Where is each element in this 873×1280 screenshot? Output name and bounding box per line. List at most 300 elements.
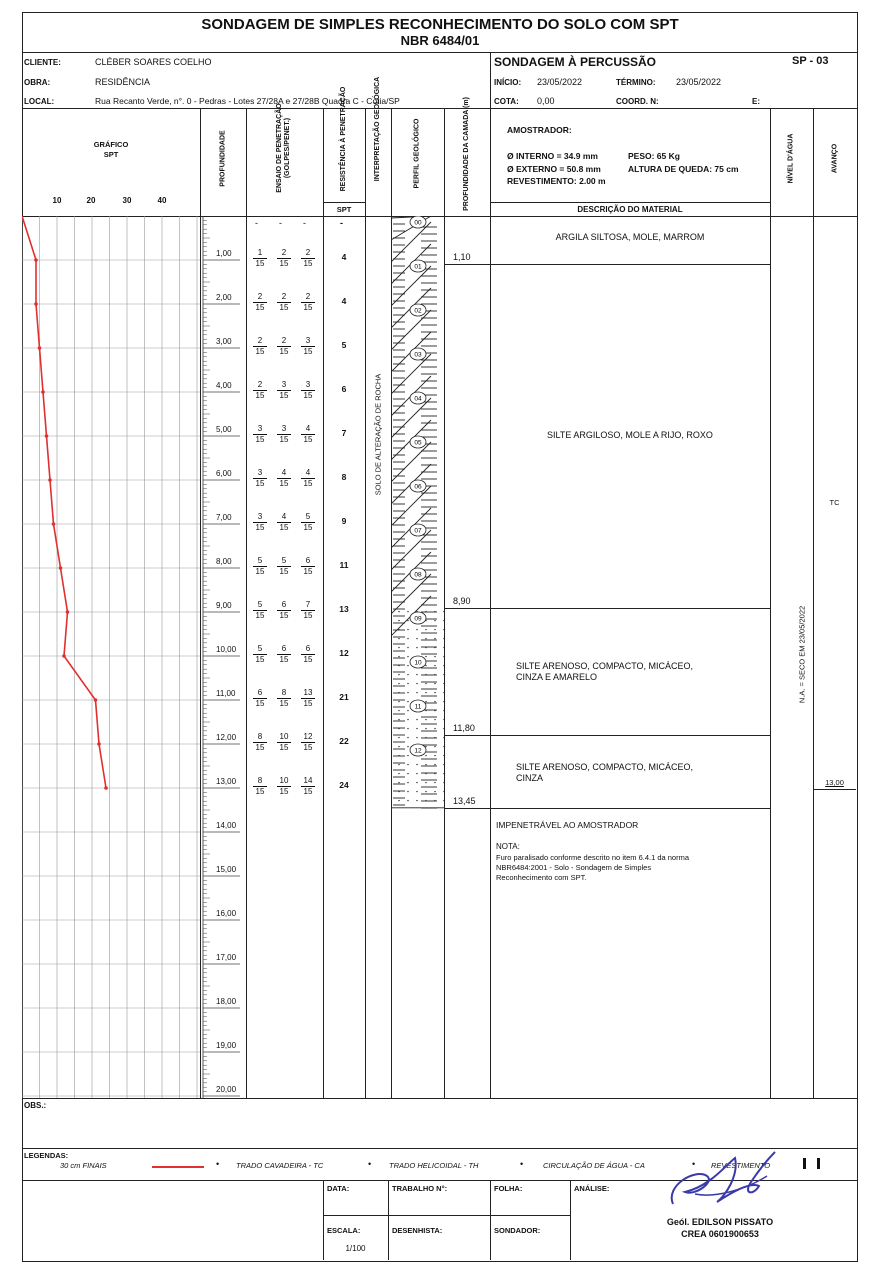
blow-golpes: 2 xyxy=(257,380,263,389)
spt-value: 22 xyxy=(339,736,349,746)
blow-golpes: 6 xyxy=(305,556,311,565)
coord-n-label: COORD. N: xyxy=(616,97,659,106)
spt-value: 21 xyxy=(339,692,349,702)
avanco-13-line xyxy=(813,789,856,790)
blow-golpes: 6 xyxy=(281,600,287,609)
layer-description-line: CINZA E AMARELO xyxy=(516,672,598,683)
depth-label: 8,00 xyxy=(216,557,232,566)
inicio-value: 23/05/2022 xyxy=(537,77,583,87)
spt-value: 4 xyxy=(341,296,347,306)
spt-value: 8 xyxy=(341,472,347,482)
interpretacao-header xyxy=(374,69,382,189)
profile-dot xyxy=(443,656,444,657)
end-note-line-3: Reconhecimento com SPT. xyxy=(496,873,587,882)
profile-hatch xyxy=(391,483,431,526)
col-line-9 xyxy=(813,108,814,1098)
cliente-label: CLIENTE: xyxy=(24,58,61,67)
spt-value: 4 xyxy=(341,252,347,262)
blow-count xyxy=(277,248,291,269)
profile-dot xyxy=(425,710,426,711)
peso-spec: PESO: 65 Kg xyxy=(628,151,680,161)
blow-golpes: 7 xyxy=(305,600,311,609)
blow-golpes: 4 xyxy=(305,468,311,477)
geological-profile xyxy=(391,216,444,812)
profile-dot xyxy=(425,665,426,666)
legend-red-line xyxy=(152,1166,204,1168)
blow-golpes: 5 xyxy=(305,512,311,521)
profile-dot xyxy=(416,764,417,765)
blow-count xyxy=(277,512,291,533)
profile-dot xyxy=(434,656,435,657)
profile-dot xyxy=(407,611,408,612)
blow-golpes: 6 xyxy=(281,644,287,653)
spt-value: 5 xyxy=(341,340,347,350)
footer-v4 xyxy=(570,1180,571,1260)
profile-dot xyxy=(443,737,444,738)
profile-dot xyxy=(434,620,435,621)
obs-top-line xyxy=(22,1098,858,1099)
depth-label: 18,00 xyxy=(216,997,237,1006)
profile-dot xyxy=(443,791,444,792)
depth-label: 3,00 xyxy=(216,337,232,346)
interno-spec: Ø INTERNO = 34.9 mm xyxy=(507,151,598,161)
blow-count xyxy=(301,512,315,533)
profile-dot xyxy=(416,692,417,693)
interpretacao-header-text: INTERPRETAÇÃO GEOLÓGICA xyxy=(374,76,381,182)
blow-count xyxy=(277,644,291,665)
profile-dot xyxy=(398,710,399,711)
profile-hatch xyxy=(391,527,431,570)
sample-label: 07 xyxy=(414,527,422,535)
report-subtitle: NBR 6484/01 xyxy=(400,33,480,48)
profile-dot xyxy=(425,692,426,693)
blow-golpes: 5 xyxy=(257,600,263,609)
profile-dot xyxy=(407,782,408,783)
legend-item-tc: TRADO CAVADEIRA - TC xyxy=(236,1161,324,1170)
profile-dot xyxy=(443,647,444,648)
blow-count xyxy=(277,556,291,577)
depth-label: 12,00 xyxy=(216,733,237,742)
grafico-spt-header: SPT xyxy=(103,150,119,159)
profile-dot xyxy=(425,683,426,684)
profile-dot xyxy=(443,728,444,729)
blow-penetracao: 15 xyxy=(277,698,291,709)
blow-golpes: 8 xyxy=(257,732,263,741)
profile-dot xyxy=(443,764,444,765)
blow-count xyxy=(253,644,267,665)
prof-camada-header-text: PROFUNDIDADE DA CAMADA (m) xyxy=(463,97,470,211)
blow-penetracao: 15 xyxy=(301,566,315,577)
blow-count xyxy=(253,512,267,533)
avanco-tc: TC xyxy=(829,498,840,507)
profile-dot xyxy=(425,773,426,774)
obra-label: OBRA: xyxy=(24,78,51,87)
sample-label: 04 xyxy=(414,395,422,403)
legend-bullet-1: • xyxy=(216,1159,220,1169)
blow-count xyxy=(301,688,315,709)
spt-point xyxy=(52,522,56,526)
termino-value: 23/05/2022 xyxy=(676,77,722,87)
profile-dot xyxy=(407,674,408,675)
avanco-depth: 13,00 xyxy=(825,778,844,787)
blow-golpes: 1 xyxy=(257,248,263,257)
escala-value: 1/100 xyxy=(345,1244,366,1253)
blow-penetracao: 15 xyxy=(277,654,291,665)
profile-dot xyxy=(425,647,426,648)
blow-count xyxy=(301,336,315,357)
blow-penetracao: 15 xyxy=(253,478,267,489)
blow-count xyxy=(253,292,267,313)
legend-bullet-4: • xyxy=(692,1159,696,1169)
header-bottom-line xyxy=(22,108,858,109)
col-line-2 xyxy=(246,108,247,1098)
profile-dot xyxy=(434,665,435,666)
blow-penetracao: 15 xyxy=(301,302,315,313)
blow-penetracao: 15 xyxy=(301,346,315,357)
end-note-line-2: NBR6484:2001 - Solo - Sondagem de Simples xyxy=(496,863,652,872)
profile-dot xyxy=(416,800,417,801)
blow-count xyxy=(301,424,315,445)
legend-item-th: TRADO HELICOIDAL - TH xyxy=(389,1161,479,1170)
blow-penetracao: 15 xyxy=(277,434,291,445)
profile-dot xyxy=(398,674,399,675)
blow-top-2: - xyxy=(279,218,282,228)
profile-dot xyxy=(416,629,417,630)
geologist-name: Geól. EDILSON PISSATO xyxy=(666,1217,774,1227)
layer-description xyxy=(490,232,770,243)
water-level-text: N.A. = SECO EM 23/05/2022 xyxy=(797,605,807,704)
profile-dot xyxy=(416,638,417,639)
blow-golpes: 5 xyxy=(281,556,287,565)
spt-point xyxy=(59,566,63,570)
profile-dot xyxy=(416,674,417,675)
depth-label: 7,00 xyxy=(216,513,232,522)
blow-golpes: 8 xyxy=(281,688,287,697)
depth-label: 11,00 xyxy=(216,689,236,698)
sample-label: 08 xyxy=(414,571,422,579)
prof-camada-header xyxy=(463,94,471,214)
blow-count xyxy=(253,380,267,401)
sample-label: 03 xyxy=(414,351,422,359)
profile-dot xyxy=(398,728,399,729)
profile-dot xyxy=(398,638,399,639)
blow-count xyxy=(301,644,315,665)
spt-sub-header: SPT xyxy=(336,205,352,214)
blow-count xyxy=(301,248,315,269)
blow-golpes: 3 xyxy=(281,424,287,433)
profile-dot xyxy=(434,710,435,711)
depth-label: 2,00 xyxy=(216,293,232,302)
profundidade-header: PROFUNDIDADE xyxy=(219,130,227,187)
spt-point xyxy=(66,610,70,614)
depth-label: 4,00 xyxy=(216,381,232,390)
blow-golpes: 5 xyxy=(257,644,263,653)
sample-label: 06 xyxy=(414,483,422,491)
profile-dot xyxy=(443,665,444,666)
amostrador-label: AMOSTRADOR: xyxy=(507,125,572,135)
blow-penetracao: 15 xyxy=(301,390,315,401)
profile-hatch xyxy=(391,307,431,350)
profile-dot xyxy=(434,800,435,801)
sample-label: 00 xyxy=(414,219,422,227)
obra-value: RESIDÊNCIA xyxy=(95,77,151,87)
profile-hatch xyxy=(391,395,431,438)
sample-label: 12 xyxy=(414,747,422,755)
blow-golpes: 2 xyxy=(281,292,287,301)
blow-penetracao: 15 xyxy=(277,258,291,269)
profile-dot xyxy=(434,683,435,684)
spt-value: 12 xyxy=(339,648,349,658)
blow-penetracao: 15 xyxy=(277,390,291,401)
profile-dot xyxy=(443,710,444,711)
profile-dot xyxy=(425,674,426,675)
avanco-header: AVANÇO xyxy=(831,143,839,174)
blow-penetracao: 15 xyxy=(301,742,315,753)
sample-label: 02 xyxy=(414,307,422,315)
spt-point xyxy=(38,346,42,350)
profile-dot xyxy=(425,656,426,657)
cota-value: 0,00 xyxy=(537,96,555,106)
obs-label: OBS.: xyxy=(24,1101,47,1110)
report-title: SONDAGEM DE SIMPLES RECONHECIMENTO DO SOLO COM SPT xyxy=(201,16,679,33)
spt-value: 7 xyxy=(341,428,347,438)
blow-penetracao: 15 xyxy=(277,786,291,797)
profile-dot xyxy=(443,674,444,675)
spt-graph xyxy=(22,216,200,1098)
profile-dot xyxy=(443,629,444,630)
blow-penetracao: 15 xyxy=(253,302,267,313)
profile-dot xyxy=(443,773,444,774)
blow-golpes: 3 xyxy=(305,380,311,389)
profile-dot xyxy=(407,638,408,639)
col-line-6 xyxy=(444,108,445,1098)
spt-point xyxy=(97,742,101,746)
profile-dot xyxy=(398,647,399,648)
blow-count xyxy=(301,556,315,577)
profile-dot xyxy=(443,683,444,684)
profile-dot xyxy=(425,737,426,738)
desc-header-line xyxy=(490,202,770,203)
depth-label: 6,00 xyxy=(216,469,232,478)
end-note-title: IMPENETRÁVEL AO AMOSTRADOR xyxy=(496,820,639,830)
footer-v3 xyxy=(490,1180,491,1260)
sondador-label: SONDADOR: xyxy=(494,1226,541,1235)
profile-dot xyxy=(434,791,435,792)
blow-golpes: 2 xyxy=(281,336,287,345)
cota-label: COTA: xyxy=(494,97,519,106)
profile-dot xyxy=(407,647,408,648)
depth-label: 5,00 xyxy=(216,425,232,434)
blow-count xyxy=(253,556,267,577)
blow-penetracao: 15 xyxy=(253,698,267,709)
profile-dot xyxy=(425,701,426,702)
footer-v2 xyxy=(388,1180,389,1260)
profile-dot xyxy=(398,755,399,756)
profile-dot xyxy=(398,791,399,792)
blow-golpes: 13 xyxy=(303,688,313,697)
profile-dot xyxy=(407,800,408,801)
sample-label: 05 xyxy=(414,439,422,447)
spt-value: 9 xyxy=(341,516,347,526)
profile-dot xyxy=(434,782,435,783)
depth-label: 17,00 xyxy=(216,953,237,962)
ensaio-header xyxy=(276,88,292,208)
ensaio-header-text: ENSAIO DE PENETRAÇÃO (GOLPES/PENET.) xyxy=(276,103,291,193)
sample-label: 11 xyxy=(414,703,422,711)
profile-dot xyxy=(407,764,408,765)
blow-penetracao: 15 xyxy=(253,390,267,401)
blow-penetracao: 15 xyxy=(253,258,267,269)
profile-dot xyxy=(398,764,399,765)
blow-golpes: 3 xyxy=(257,468,263,477)
profile-dot xyxy=(443,755,444,756)
spt-point xyxy=(41,390,45,394)
profile-dot xyxy=(425,728,426,729)
blow-penetracao: 15 xyxy=(277,566,291,577)
profile-dot xyxy=(443,719,444,720)
blow-count xyxy=(301,380,315,401)
spt-point xyxy=(62,654,66,658)
blow-penetracao: 15 xyxy=(253,434,267,445)
blow-count xyxy=(301,600,315,621)
depth-label: 9,00 xyxy=(216,601,232,610)
blow-penetracao: 15 xyxy=(301,698,315,709)
blow-golpes: 4 xyxy=(281,512,287,521)
blow-penetracao: 15 xyxy=(253,654,267,665)
depth-ruler xyxy=(200,216,246,1098)
profile-dot xyxy=(443,611,444,612)
profile-dot xyxy=(407,701,408,702)
sample-label: 01 xyxy=(414,263,422,271)
profile-dot xyxy=(416,647,417,648)
layer-depth: 11,80 xyxy=(453,723,475,734)
depth-label: 15,00 xyxy=(216,865,237,874)
depth-label: 13,00 xyxy=(216,777,237,786)
profile-dot xyxy=(434,719,435,720)
blow-penetracao: 15 xyxy=(301,654,315,665)
blow-penetracao: 15 xyxy=(301,522,315,533)
blow-count xyxy=(277,336,291,357)
trabalho-label: TRABALHO N°: xyxy=(392,1184,448,1193)
profile-dot xyxy=(443,620,444,621)
profile-dot xyxy=(434,746,435,747)
spt-point xyxy=(34,258,38,262)
profile-dot xyxy=(407,629,408,630)
end-note-label: NOTA: xyxy=(496,842,520,851)
profile-dot xyxy=(425,629,426,630)
profile-dot xyxy=(425,800,426,801)
profile-dot xyxy=(434,728,435,729)
interpretation-text: SOLO DE ALTERAÇÃO DE ROCHA xyxy=(373,373,383,496)
blow-count xyxy=(277,292,291,313)
desenhista-label: DESENHISTA: xyxy=(392,1226,443,1235)
blow-golpes: 2 xyxy=(305,248,311,257)
spt-point xyxy=(104,786,108,790)
profile-dot xyxy=(425,638,426,639)
blow-penetracao: 15 xyxy=(277,610,291,621)
profile-dot xyxy=(398,782,399,783)
profile-dot xyxy=(398,800,399,801)
spt-top: - xyxy=(340,218,343,228)
profile-dot xyxy=(416,728,417,729)
header-divider xyxy=(490,52,491,108)
blow-penetracao: 15 xyxy=(301,258,315,269)
perfil-header: PERFIL GEOLÓGICO xyxy=(413,118,421,189)
spt-series-line xyxy=(22,216,106,788)
profile-dot xyxy=(398,719,399,720)
blow-penetracao: 15 xyxy=(277,742,291,753)
blow-count xyxy=(253,732,267,753)
profile-dot xyxy=(398,701,399,702)
profile-dot xyxy=(407,746,408,747)
blow-count xyxy=(253,600,267,621)
blow-golpes: 10 xyxy=(279,732,289,741)
blow-golpes: 2 xyxy=(257,292,263,301)
profile-dot xyxy=(434,773,435,774)
blow-penetracao: 15 xyxy=(253,742,267,753)
profile-dot xyxy=(434,629,435,630)
profile-dot xyxy=(398,746,399,747)
profile-dot xyxy=(398,656,399,657)
profile-dot xyxy=(416,782,417,783)
blow-count xyxy=(301,468,315,489)
profile-hatch xyxy=(391,571,431,614)
layer-description xyxy=(516,661,766,683)
blow-golpes: 3 xyxy=(257,424,263,433)
graph-tick-20: 20 xyxy=(86,196,96,205)
profile-dot xyxy=(425,611,426,612)
layer-depth: 1,10 xyxy=(453,252,471,263)
blow-penetracao: 15 xyxy=(253,522,267,533)
layer-description-line: SILTE ARENOSO, COMPACTO, MICÁCEO, xyxy=(516,661,694,672)
blow-count xyxy=(253,776,267,797)
profile-dot xyxy=(398,737,399,738)
profile-dot xyxy=(416,773,417,774)
profile-hatch xyxy=(391,263,431,306)
profile-dot xyxy=(398,692,399,693)
legend-item-rev: REVESTIMENTO xyxy=(711,1161,771,1170)
blow-golpes: 10 xyxy=(279,776,289,785)
blow-penetracao: 15 xyxy=(277,522,291,533)
sample-label: 09 xyxy=(414,615,422,623)
sondagem-type: SONDAGEM À PERCUSSÃO xyxy=(494,55,657,69)
layer-description xyxy=(516,762,766,784)
blow-golpes: 3 xyxy=(281,380,287,389)
end-note-line-1: Furo paralisado conforme descrito no item 6.4.1 da norma xyxy=(496,853,690,862)
legend-item-ca: CIRCULAÇÃO DE ÁGUA - CA xyxy=(543,1161,645,1170)
blow-penetracao: 15 xyxy=(277,478,291,489)
spt-sub-line xyxy=(323,202,365,203)
furo-id: SP - 03 xyxy=(792,55,829,67)
profile-dot xyxy=(443,782,444,783)
termino-label: TÉRMINO: xyxy=(616,78,656,87)
profile-dot xyxy=(407,791,408,792)
blow-golpes: 6 xyxy=(257,688,263,697)
layer-boundary xyxy=(444,735,770,736)
profile-dot xyxy=(434,701,435,702)
blow-count xyxy=(253,248,267,269)
descricao-header: DESCRIÇÃO DO MATERIAL xyxy=(577,205,683,214)
blow-penetracao: 15 xyxy=(277,302,291,313)
blow-count xyxy=(253,424,267,445)
profile-dot xyxy=(398,611,399,612)
profile-dot xyxy=(434,692,435,693)
spt-point xyxy=(94,698,98,702)
profile-dot xyxy=(443,701,444,702)
profile-dot xyxy=(407,620,408,621)
profile-dot xyxy=(398,773,399,774)
profile-dot xyxy=(407,773,408,774)
